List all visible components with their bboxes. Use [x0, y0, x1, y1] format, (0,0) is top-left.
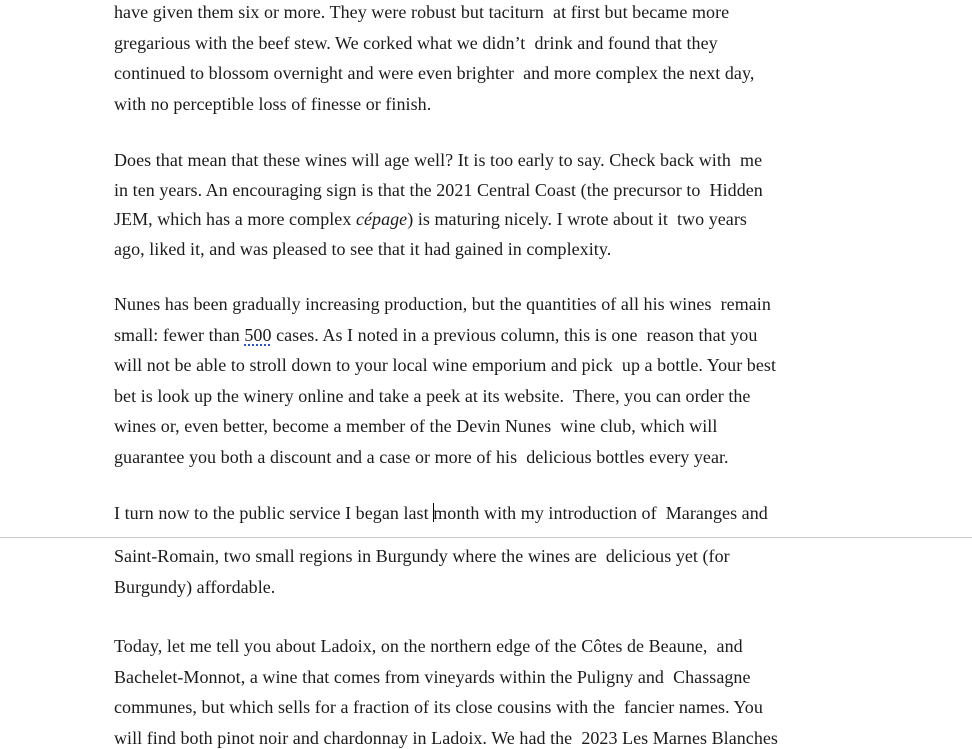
text-line[interactable]: have given them six or more. They were robust but taciturn at first but became more — [114, 2, 730, 22]
grammar-flag[interactable]: 500 — [244, 325, 272, 345]
text-line[interactable]: Does that mean that these wines will age well? It is too early to say. Check back with me — [114, 150, 763, 170]
text-run: JEM, which has a more complex — [114, 209, 356, 229]
document-page-2[interactable] — [0, 538, 972, 749]
text-line[interactable]: with no perceptible loss of finesse or finish. — [114, 94, 432, 114]
text-line[interactable]: Burgundy) affordable. — [114, 577, 276, 597]
text-line[interactable]: gregarious with the beef stew. We corked what we didn’t drink and found that they — [114, 33, 718, 53]
text-line[interactable]: will not be able to stroll down to your local wine emporium and pick up a bottle. Your best — [114, 355, 777, 375]
text-line[interactable]: Today, let me tell you about Ladoix, on the northern edge of the Côtes de Beaune, and — [114, 636, 743, 656]
text-line[interactable]: continued to blossom overnight and were even brighter and more complex the next day, — [114, 63, 755, 83]
text-run: cases. As I noted in a previous column, this is one reason that you — [271, 325, 758, 345]
italic-word: cépage — [355, 209, 408, 229]
text-line[interactable]: communes, but which sells for a fraction of its close cousins with the fancier names. You — [114, 697, 763, 717]
text-run: ) is maturing nicely. I wrote about it two years — [407, 209, 747, 229]
text-line[interactable]: will find both pinot noir and chardonnay in Ladoix. We had the 2023 Les Marnes Blanches — [114, 728, 778, 748]
text-line[interactable] — [114, 502, 768, 524]
text-line[interactable]: bet is look up the winery online and take a peek at its website. There, you can order the — [114, 386, 751, 406]
text-line[interactable] — [114, 324, 757, 346]
text-run: month with my introduction of Maranges and — [433, 503, 768, 523]
text-line[interactable] — [114, 208, 747, 230]
text-line[interactable]: Bachelet-Monnot, a wine that comes from vineyards within the Puligny and Chassagne — [114, 667, 751, 687]
text-line[interactable]: ago, liked it, and was pleased to see that it had gained in complexity. — [114, 239, 612, 259]
text-line[interactable]: in ten years. An encouraging sign is that the 2021 Central Coast (the precursor to Hidden — [114, 180, 763, 200]
text-line[interactable]: Nunes has been gradually increasing production, but the quantities of all his wines remain — [114, 294, 771, 314]
text-run: small: fewer than — [114, 325, 245, 345]
text-line[interactable]: guarantee you both a discount and a case or more of his delicious bottles every year. — [114, 447, 729, 467]
text-run: I turn now to the public service I began last — [114, 503, 434, 523]
text-line[interactable]: Saint-Romain, two small regions in Burgundy where the wines are delicious yet (for — [114, 546, 730, 566]
text-line[interactable]: wines or, even better, become a member of the Devin Nunes wine club, which will — [114, 416, 718, 436]
